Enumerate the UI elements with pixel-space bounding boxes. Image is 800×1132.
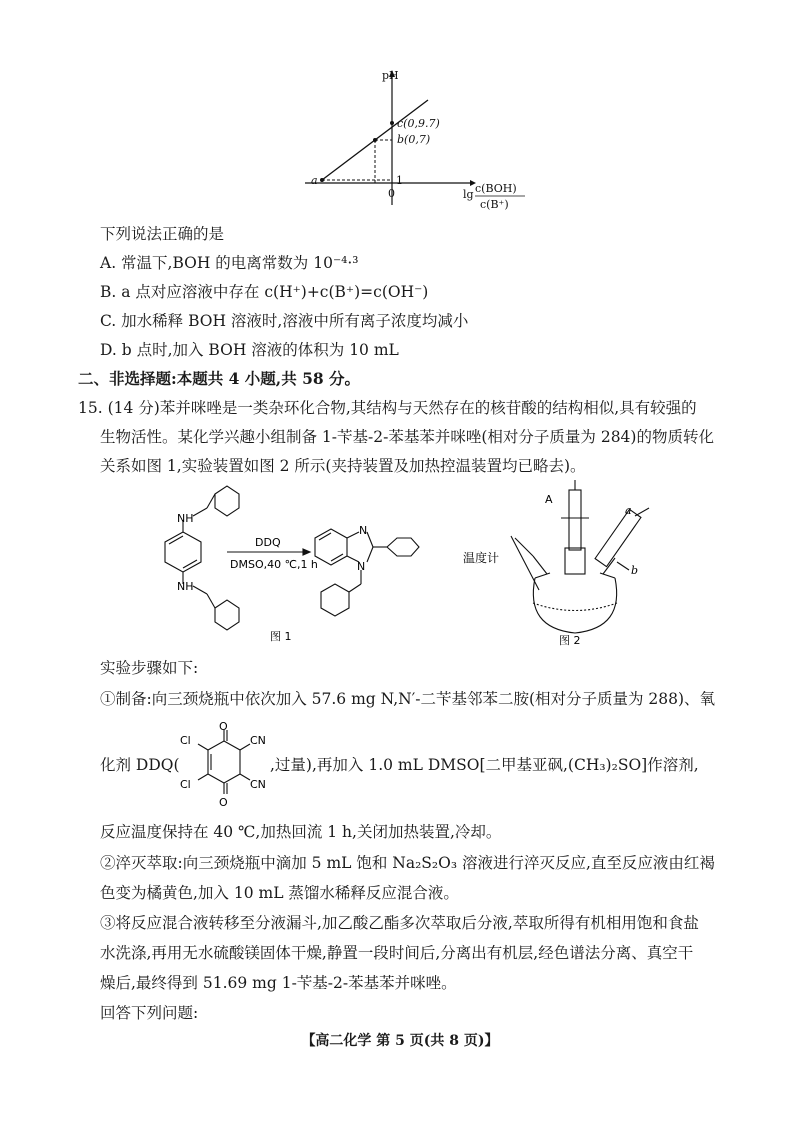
step3-line3: 燥后,最终得到 51.69 mg 1-苄基-2-苯基苯并咪唑。 — [100, 974, 457, 992]
nh-bottom-label: NH — [177, 580, 194, 593]
thermometer-label: 温度计 — [463, 551, 500, 565]
figure-2-caption: 图 2 — [559, 634, 581, 647]
point-b-label: b(0,7) — [397, 133, 431, 146]
q14-option-d: D. b 点时,加入 BOH 溶液的体积为 10 mL — [100, 341, 399, 359]
q14-stem: 下列说法正确的是 — [100, 225, 225, 243]
page-footer: 【高二化学 第 5 页(共 8 页)】 — [301, 1033, 499, 1049]
origin-label: 0 — [388, 187, 395, 200]
point-b — [373, 138, 377, 142]
reagent-label: DDQ — [255, 536, 281, 549]
conditions-label: DMSO,40 ℃,1 h — [230, 558, 318, 571]
ddq-cl-top: Cl — [180, 734, 191, 747]
nh-top-label: NH — [177, 512, 194, 525]
step3-line2: 水洗涤,再用无水硫酸镁固体干燥,静置一段时间后,分离出有机层,经色谱法分离、真空干 — [100, 944, 694, 962]
x-axis-denominator: c(B⁺) — [480, 198, 509, 211]
y-axis-label: pH — [382, 69, 399, 82]
ddq-cl-bottom: Cl — [180, 778, 191, 791]
figure-1-caption: 图 1 — [270, 630, 292, 643]
step1-line3: 反应温度保持在 40 ℃,加热回流 1 h,关闭加热装置,冷却。 — [100, 823, 502, 841]
q15-line1: 15. (14 分)苯并咪唑是一类杂环化合物,其结构与天然存在的核苷酸的结构相似,具有较强的 — [78, 399, 697, 417]
step1-line2-prefix: 化剂 DDQ( — [100, 756, 180, 774]
product-n-bottom: N — [357, 560, 366, 573]
point-c — [390, 121, 394, 125]
product-n-top: N — [359, 524, 368, 537]
q15-line2: 生物活性。某化学兴趣小组制备 1-苄基-2-苯基苯并咪唑(相对分子质量为 284)的物质转化 — [100, 428, 714, 446]
ph-graph — [300, 65, 540, 220]
ddq-o-bottom: O — [219, 796, 228, 809]
label-b: b — [631, 564, 639, 577]
ddq-cn-top: CN — [250, 734, 266, 747]
ddq-o-top: O — [219, 720, 228, 733]
x-axis-prefix: lg — [463, 188, 474, 201]
section-heading: 二、非选择题:本题共 4 小题,共 58 分。 — [78, 369, 361, 388]
step1-line1: ①制备:向三颈烧瓶中依次加入 57.6 mg N,N′-二苄基邻苯二胺(相对分子质量为 288)、氧 — [100, 690, 716, 708]
step2-line2: 色变为橘黄色,加入 10 mL 蒸馏水稀释反应混合液。 — [100, 884, 459, 902]
q14-option-c: C. 加水稀释 BOH 溶液时,溶液中所有离子浓度均减小 — [100, 312, 469, 330]
q15-line3: 关系如图 1,实验装置如图 2 所示(夹持装置及加热控温装置均已略去)。 — [100, 457, 586, 475]
q14-option-a: A. 常温下,BOH 的电离常数为 10⁻⁴·³ — [100, 254, 359, 272]
point-a-label: a — [311, 174, 318, 187]
answer-prompt: 回答下列问题: — [100, 1004, 199, 1022]
ddq-cn-bottom: CN — [250, 778, 266, 791]
label-A: A — [545, 493, 553, 506]
q14-option-b: B. a 点对应溶液中存在 c(H⁺)+c(B⁺)=c(OH⁻) — [100, 283, 429, 301]
point-c-label: c(0,9.7) — [397, 117, 440, 130]
step2-line1: ②淬灭萃取:向三颈烧瓶中滴加 5 mL 饱和 Na₂S₂O₃ 溶液进行淬灭反应,直至反应液由红褐 — [100, 854, 715, 872]
ddq-structure — [178, 722, 270, 808]
step1-line2-suffix: ,过量),再加入 1.0 mL DMSO[二甲基亚砜,(CH₃)₂SO]作溶剂, — [270, 756, 699, 774]
point-a — [320, 178, 324, 182]
y-tick-label: 1 — [396, 174, 403, 187]
label-a: a — [625, 504, 632, 517]
step3-line1: ③将反应混合液转移至分液漏斗,加乙酸乙酯多次萃取后分液,萃取所得有机相用饱和食盐 — [100, 914, 699, 932]
figure-2-apparatus — [463, 478, 675, 648]
steps-title: 实验步骤如下: — [100, 659, 199, 677]
x-axis-numerator: c(BOH) — [475, 182, 517, 195]
figure-1-reaction — [135, 480, 445, 645]
